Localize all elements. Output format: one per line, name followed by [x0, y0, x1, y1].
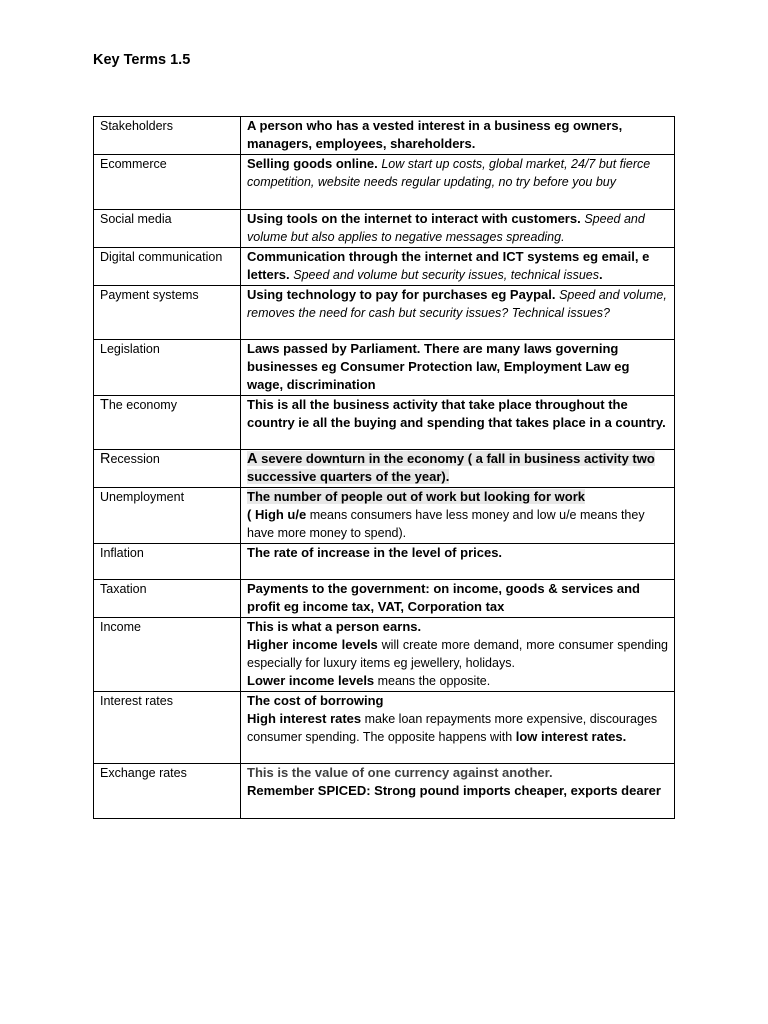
definition-normal: make loan repayments more expensive, discourages consumer spending. The opposite happens with: [247, 712, 658, 744]
definition-rest: severe downturn in the economy ( a fall in business activity two successive quarters of the year).: [247, 451, 655, 484]
definition-end: .: [599, 267, 603, 282]
definition-cell: [241, 248, 675, 286]
definition-line-1: The cost of borrowing: [247, 693, 384, 708]
definition-text: The rate of increase in the level of prices.: [247, 545, 503, 560]
definition-cell: [241, 764, 675, 819]
definition-bold: Selling goods online.: [247, 156, 378, 171]
definition-text: This is all the business activity that take place throughout the country ie all the buying and spending that takes place in a country.: [247, 397, 666, 430]
definition-cell: [241, 210, 675, 248]
definition-cell: [241, 544, 675, 580]
definition-bold: ( High u/e: [247, 507, 307, 522]
term-cell: [94, 248, 241, 286]
term-label: Inflation: [100, 546, 144, 560]
definition-bold: Using tools on the internet to interact with customers.: [247, 211, 581, 226]
definition-normal: means consumers have less money and low u/e means they have more money to spend).: [247, 508, 645, 540]
definition-italic: Low start up costs, global market, 24/7 but fierce competition, website needs regular updating, no try before you buy: [247, 157, 651, 189]
term-cell: [94, 764, 241, 819]
definition-cell: [241, 692, 675, 764]
definition-text: Payments to the government: on income, goods & services and profit eg income tax, VAT, Corporation tax: [247, 581, 640, 614]
term-label: ecession: [110, 452, 160, 466]
term-first-letter: T: [100, 397, 109, 413]
definition-italic: Speed and volume but security issues, technical issues: [293, 268, 599, 282]
term-cell: [94, 117, 241, 155]
term-cell: [94, 340, 241, 396]
definition-line-2: Remember SPICED: Strong pound imports cheaper, exports dearer: [247, 783, 661, 798]
term-label: he economy: [108, 398, 177, 412]
term-cell: [94, 396, 241, 450]
term-label: Ecommerce: [100, 157, 167, 171]
term-cell: [94, 210, 241, 248]
table-row: [94, 764, 675, 819]
term-cell: [94, 286, 241, 340]
table-row: [94, 488, 675, 544]
definition-cell: [241, 340, 675, 396]
definition-bold: Using technology to pay for purchases eg Paypal.: [247, 287, 556, 302]
term-cell: [94, 692, 241, 764]
definition-cell: [241, 450, 675, 488]
term-label: Unemployment: [100, 490, 185, 504]
definition-cell: [241, 286, 675, 340]
definition-line-1: The number of people out of work but looking for work: [247, 489, 585, 504]
table-row: [94, 155, 675, 210]
table-row: [94, 618, 675, 692]
definition-text: A person who has a vested interest in a business eg owners, managers, employees, shareholders.: [247, 118, 623, 151]
table-row: [94, 286, 675, 340]
table-row: [94, 210, 675, 248]
definition-highlighted: [247, 451, 655, 484]
definition-cell: [241, 155, 675, 210]
definition-cell: [241, 580, 675, 618]
term-cell: [94, 450, 241, 488]
definition-normal-2: means the opposite.: [374, 674, 491, 688]
term-label: Exchange rates: [100, 766, 187, 780]
definition-normal: will create more demand, more consumer spending especially for luxury items eg jewellery, holidays.: [247, 638, 668, 670]
definition-cell: [241, 117, 675, 155]
definition-bold-2: Lower income levels: [247, 673, 375, 688]
term-cell: [94, 544, 241, 580]
definition-line-1: This is the value of one currency against another.: [247, 765, 553, 780]
term-label: Social media: [100, 212, 172, 226]
term-cell: [94, 580, 241, 618]
table-row: [94, 248, 675, 286]
definition-text: Laws passed by Parliament. There are many laws governing businesses eg Consumer Protection law, Employment Law eg wage, discrimination: [247, 341, 630, 392]
key-terms-table: [93, 116, 675, 819]
definition-italic: Speed and volume but also applies to negative messages spreading.: [247, 212, 645, 244]
table-row: [94, 117, 675, 155]
page-title: Key Terms 1.5: [93, 52, 191, 68]
table-row: [94, 692, 675, 764]
term-label: Interest rates: [100, 694, 173, 708]
definition-bold: High interest rates: [247, 711, 362, 726]
definition-bold-2: low interest rates.: [515, 729, 627, 744]
table-row: [94, 544, 675, 580]
term-cell: [94, 155, 241, 210]
term-cell: [94, 618, 241, 692]
table-row: [94, 450, 675, 488]
definition-bold: Higher income levels: [247, 637, 378, 652]
definition-italic: Speed and volume, removes the need for cash but security issues? Technical issues?: [247, 288, 667, 320]
term-cell: [94, 488, 241, 544]
term-label: Income: [100, 620, 141, 634]
term-label: Stakeholders: [100, 119, 173, 133]
term-label: Payment systems: [100, 288, 199, 302]
term-label: Legislation: [100, 342, 160, 356]
definition-line-1: This is what a person earns.: [247, 619, 422, 634]
term-label: Taxation: [100, 582, 147, 596]
table-row: [94, 396, 675, 450]
definition-first-letter: A: [247, 451, 258, 467]
definition-bold: Communication through the internet and ICT systems eg email, e letters.: [247, 249, 650, 282]
table-row: [94, 580, 675, 618]
definition-cell: [241, 488, 675, 544]
definition-cell: [241, 618, 675, 692]
term-first-letter: R: [100, 451, 111, 467]
term-label: Digital communication: [100, 250, 223, 264]
definition-cell: [241, 396, 675, 450]
table-row: [94, 340, 675, 396]
